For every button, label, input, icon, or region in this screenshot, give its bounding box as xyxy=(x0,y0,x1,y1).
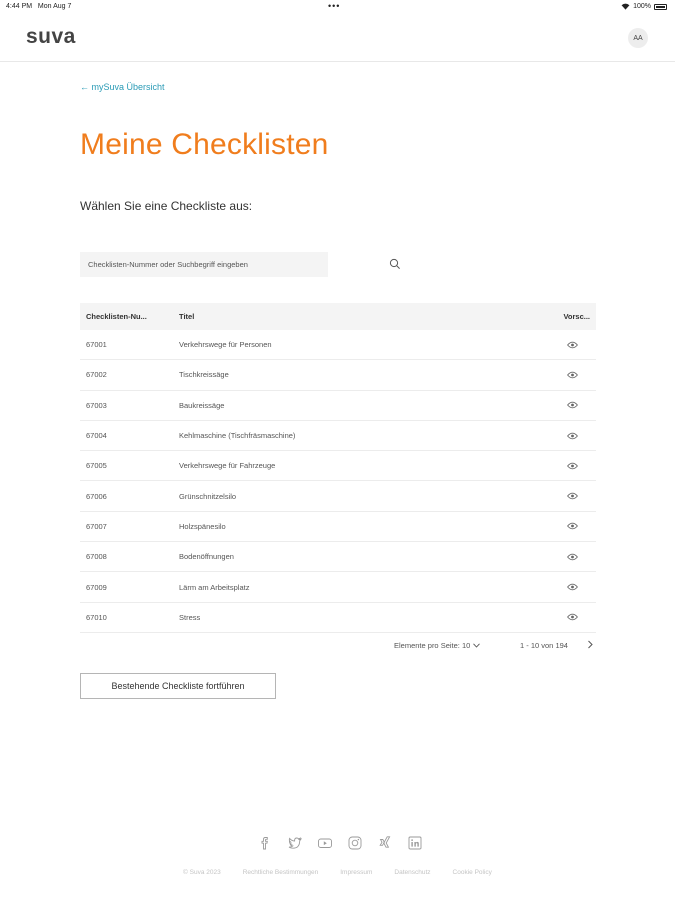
youtube-icon[interactable] xyxy=(315,834,334,852)
checklist-title: Bodenöffnungen xyxy=(179,552,234,562)
eye-icon[interactable] xyxy=(567,492,578,500)
preview-cell xyxy=(543,492,596,500)
preview-cell xyxy=(543,462,596,470)
twitter-icon[interactable] xyxy=(285,834,304,852)
avatar[interactable]: AA xyxy=(628,28,648,48)
checklist-number: 67009 xyxy=(86,582,107,592)
status-time: 4:44 PM Mon Aug 7 xyxy=(6,3,72,10)
checklist-number: 67003 xyxy=(86,400,107,410)
checklist-number: 67005 xyxy=(86,461,107,471)
checklist-title: Baukreissäge xyxy=(179,400,225,410)
checklist-number: 67008 xyxy=(86,552,107,562)
checklist-title: Stress xyxy=(179,612,201,622)
table-row[interactable] xyxy=(80,512,596,542)
checklist-title: Holzspänesilo xyxy=(179,521,226,531)
footer-copyright: © Suva 2023 xyxy=(183,869,221,876)
wifi-icon xyxy=(621,3,630,10)
app-header xyxy=(0,14,675,62)
linkedin-icon[interactable] xyxy=(405,834,424,852)
table-row[interactable] xyxy=(80,481,596,511)
items-per-page-label: Elemente pro Seite: 10 xyxy=(394,641,471,650)
preview-cell xyxy=(543,583,596,591)
checklist-title: Grünschnitzelsilo xyxy=(179,491,237,501)
xing-icon[interactable] xyxy=(375,834,394,852)
continue-checklist-button[interactable]: Bestehende Checkliste fortführen xyxy=(80,673,276,699)
status-bar xyxy=(0,0,675,14)
checklist-title: Verkehrswege für Personen xyxy=(179,340,272,350)
preview-cell xyxy=(543,432,596,440)
facebook-icon[interactable] xyxy=(255,834,274,852)
pagination xyxy=(80,638,596,652)
checklist-number: 67010 xyxy=(86,612,107,622)
table-body xyxy=(80,330,596,633)
page-subtitle: Wählen Sie eine Checkliste aus: xyxy=(80,199,253,213)
eye-icon[interactable] xyxy=(567,432,578,440)
chevron-right-icon[interactable] xyxy=(585,639,595,650)
footer-link-cookies[interactable]: Cookie Policy xyxy=(452,869,492,876)
preview-cell xyxy=(543,613,596,621)
table-row[interactable] xyxy=(80,542,596,572)
suva-logo[interactable]: suva xyxy=(26,25,76,48)
eye-icon[interactable] xyxy=(567,401,578,409)
preview-cell xyxy=(543,341,596,349)
battery-percent: 100% xyxy=(633,3,651,10)
status-right xyxy=(621,3,667,10)
search-box xyxy=(80,252,328,277)
eye-icon[interactable] xyxy=(567,613,578,621)
preview-cell xyxy=(543,401,596,409)
checklist-number: 67001 xyxy=(86,340,107,350)
checklist-title: Kehlmaschine (Tischfräsmaschine) xyxy=(179,431,296,441)
instagram-icon[interactable] xyxy=(345,834,364,852)
table-row[interactable] xyxy=(80,572,596,602)
multitasking-dots[interactable]: ••• xyxy=(328,1,341,11)
footer-link-privacy[interactable]: Datenschutz xyxy=(394,869,431,876)
header-number[interactable]: Checklisten-Nu... xyxy=(86,312,147,321)
preview-cell xyxy=(543,522,596,530)
table-row[interactable] xyxy=(80,360,596,390)
table-row[interactable] xyxy=(80,421,596,451)
eye-icon[interactable] xyxy=(567,371,578,379)
footer-links xyxy=(0,869,675,876)
checklist-title: Verkehrswege für Fahrzeuge xyxy=(179,461,276,471)
header-title[interactable]: Titel xyxy=(179,312,195,321)
items-per-page-select[interactable] xyxy=(394,641,480,650)
preview-cell xyxy=(543,371,596,379)
eye-icon[interactable] xyxy=(567,553,578,561)
checklist-table xyxy=(80,303,596,633)
back-link-mysuva[interactable]: ← mySuva Übersicht xyxy=(80,82,165,92)
table-row[interactable] xyxy=(80,330,596,360)
page-range: 1 - 10 von 194 xyxy=(520,641,568,650)
header-preview[interactable]: Vorsc... xyxy=(563,312,590,321)
eye-icon[interactable] xyxy=(567,522,578,530)
checklist-number: 67004 xyxy=(86,431,107,441)
eye-icon[interactable] xyxy=(567,462,578,470)
checklist-title: Lärm am Arbeitsplatz xyxy=(179,582,250,592)
checklist-number: 67007 xyxy=(86,521,107,531)
checklist-number: 67002 xyxy=(86,370,107,380)
table-row[interactable] xyxy=(80,451,596,481)
checklist-title: Tischkreissäge xyxy=(179,370,229,380)
preview-cell xyxy=(543,553,596,561)
table-row[interactable] xyxy=(80,391,596,421)
eye-icon[interactable] xyxy=(567,583,578,591)
battery-icon xyxy=(654,4,667,10)
table-row[interactable] xyxy=(80,603,596,633)
page-title: Meine Checklisten xyxy=(80,128,329,161)
footer-link-imprint[interactable]: Impressum xyxy=(340,869,373,876)
footer-link-legal[interactable]: Rechtliche Bestimmungen xyxy=(242,869,319,876)
search-input[interactable] xyxy=(80,252,300,277)
checklist-number: 67006 xyxy=(86,491,107,501)
search-icon[interactable] xyxy=(389,258,401,270)
chevron-down-icon xyxy=(473,643,480,648)
eye-icon[interactable] xyxy=(567,341,578,349)
table-header xyxy=(80,303,596,330)
social-links xyxy=(255,834,425,852)
